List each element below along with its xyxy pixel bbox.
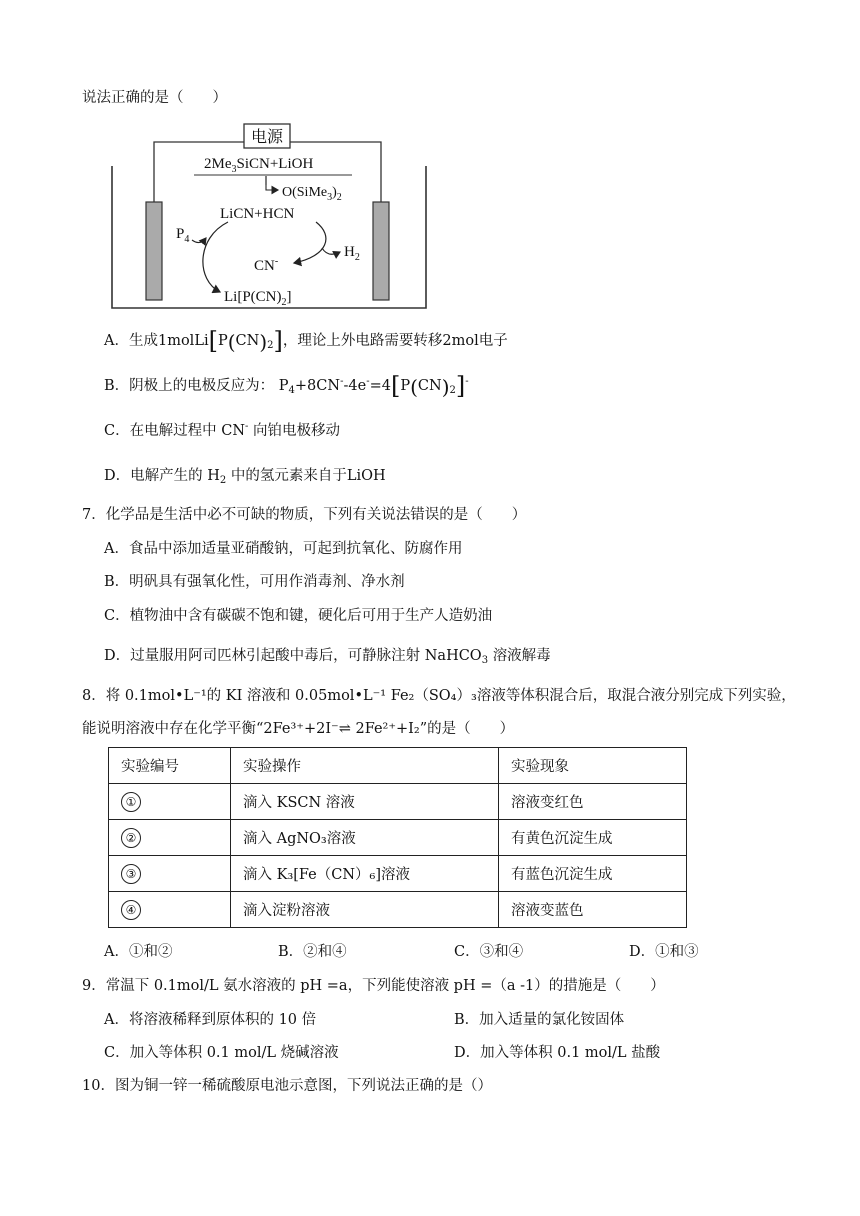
table-row [109, 892, 687, 928]
q6-stem: 说法正确的是（ ） [82, 90, 227, 106]
table-cell: ① [109, 784, 231, 820]
q8-option-a: A．①和② [104, 944, 173, 960]
q7-option-d: D．过量服用阿司匹林引起酸中毒后，可静脉注射 NaHCO$_3$ 溶液解毒 [104, 648, 551, 666]
table-cell: ② [109, 820, 231, 856]
q8-option-b: B．②和④ [278, 944, 347, 960]
table-cell: ③ [109, 856, 231, 892]
table-cell: 有黄色沉淀生成 [499, 820, 687, 856]
q8-option-c: C．③和④ [454, 944, 524, 960]
table-cell: ④ [109, 892, 231, 928]
q10-stem: 10．图为铜一锌一稀硫酸原电池示意图，下列说法正确的是（） [82, 1078, 492, 1094]
table-cell: 有蓝色沉淀生成 [499, 856, 687, 892]
table-cell: 溶液变红色 [499, 784, 687, 820]
p4-label: $P_4$ [176, 226, 190, 245]
intermediate-label: LiCN+HCN [220, 206, 295, 222]
table-header: 实验现象 [499, 748, 687, 784]
cn-label: CN- [254, 256, 279, 274]
table-row [109, 856, 687, 892]
table-cell: 溶液变蓝色 [499, 892, 687, 928]
left-electrode [146, 202, 162, 300]
table-header-row [109, 748, 687, 784]
electrolysis-diagram [108, 120, 430, 312]
q9-option-a: A．将溶液稀释到原体积的 10 倍 [104, 1012, 317, 1028]
q7-option-b: B．明矾具有强氧化性，可用作消毒剂、净水剂 [104, 574, 405, 590]
q8-stem-line1: 8．将 0.1mol•L⁻¹的 KI 溶液和 0.05mol•L⁻¹ Fe₂（SO₄）₃溶液等体积混合后，取混合液分别完成下列实验， [82, 688, 796, 704]
table-row [109, 820, 687, 856]
q8-stem-line2: 能说明溶液中存在化学平衡“2Fe³⁺+2I⁻⇌ 2Fe²⁺+I₂”的是（ ） [82, 721, 515, 737]
q7-option-a: A．食品中添加适量亚硝酸钠，可起到抗氧化、防腐作用 [104, 541, 463, 557]
table-header: 实验操作 [231, 748, 499, 784]
reactants-label: $2Me_3SiCN+LiOH$ [204, 156, 314, 175]
table-header: 实验编号 [109, 748, 231, 784]
h2-label: $H_2$ [344, 244, 360, 263]
power-label: 电源 [250, 127, 284, 146]
q9-stem: 9．常温下 0.1mol/L 氨水溶液的 pH =a，下列能使溶液 pH =（a -1）的措施是（ ） [82, 978, 665, 994]
q7-option-c: C．植物油中含有碳碳不饱和键，硬化后可用于生产人造奶油 [104, 608, 493, 624]
experiment-table [108, 747, 687, 928]
table-cell: 滴入 KSCN 溶液 [231, 784, 499, 820]
table-cell: 滴入 K₃[Fe（CN）₆]溶液 [231, 856, 499, 892]
q7-stem: 7．化学品是生活中必不可缺的物质，下列有关说法错误的是（ ） [82, 507, 527, 523]
right-electrode [373, 202, 389, 300]
q6-option-a: A．生成$1molLi[P(CN)_2]$，理论上外电路需要转移2mol电子 [104, 327, 508, 355]
q6-option-c: C．在电解过程中 CN- 向铂电极移动 [104, 421, 341, 439]
table-cell: 滴入 AgNO₃溶液 [231, 820, 499, 856]
q6-option-d: D．电解产生的 $H_2$ 中的氢元素来自于LiOH [104, 468, 386, 486]
q6-option-b: B．阴极上的电极反应为： $P_4+8CN^--4e^-=4[P(CN)_2]^-$ [104, 372, 469, 400]
q8-option-d: D．①和③ [629, 944, 699, 960]
table-row [109, 784, 687, 820]
q9-option-d: D．加入等体积 0.1 mol/L 盐酸 [454, 1045, 661, 1061]
q9-option-c: C．加入等体积 0.1 mol/L 烧碱溶液 [104, 1045, 339, 1061]
byproduct-label: $O(SiMe_3)_2$ [282, 185, 342, 203]
q9-option-b: B．加入适量的氯化铵固体 [454, 1012, 625, 1028]
table-cell: 滴入淀粉溶液 [231, 892, 499, 928]
product-label: $Li[P(CN)_2]$ [224, 289, 292, 308]
